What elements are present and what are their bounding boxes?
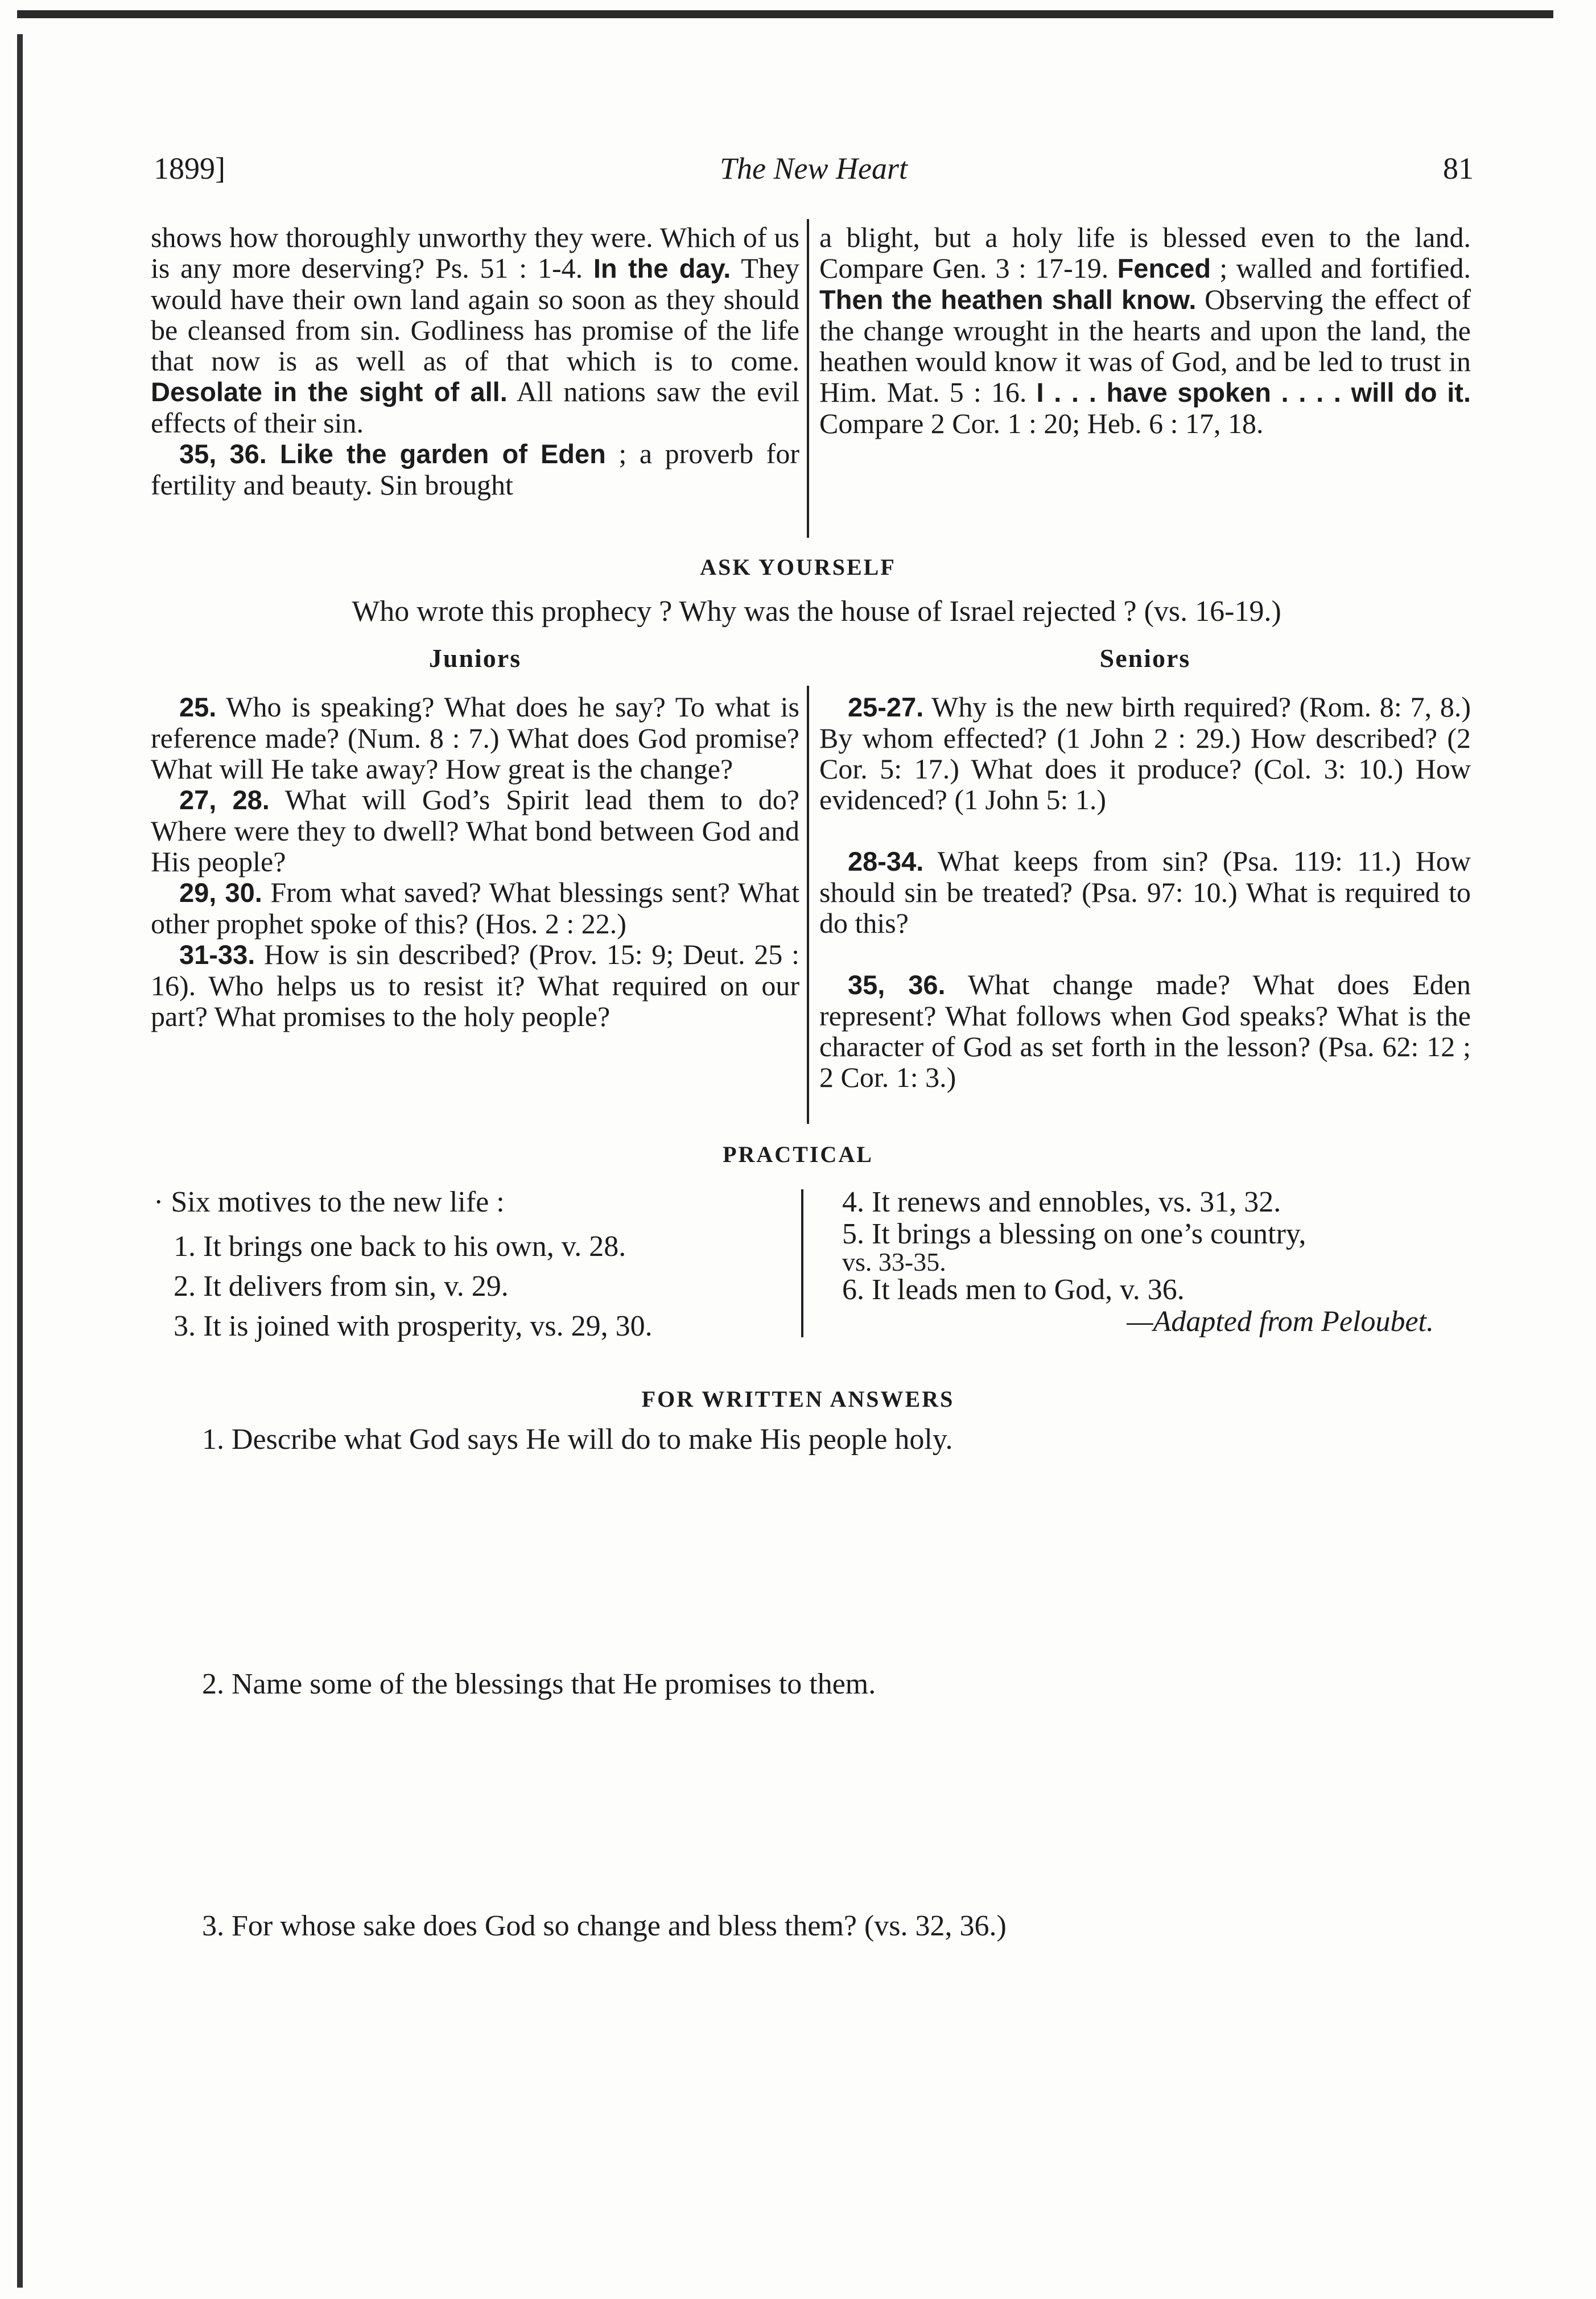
practical-divider bbox=[801, 1189, 803, 1337]
commentary-left-column bbox=[151, 222, 799, 500]
commentary-text: ; walled and fortified. bbox=[1211, 252, 1471, 284]
bold-phrase: 35, 36. Like the garden of Eden bbox=[179, 439, 606, 469]
running-header bbox=[154, 151, 1474, 196]
ask-yourself-heading: ASK YOURSELF bbox=[700, 554, 896, 580]
commentary-right-column bbox=[819, 222, 1471, 439]
commentary-text: Compare 2 Cor. 1 : 20; Heb. 6 : 17, 18. bbox=[819, 407, 1264, 439]
juniors-questions bbox=[151, 691, 799, 1032]
top-border-line bbox=[17, 10, 1553, 18]
practical-item: 2. It delivers from sin, v. 29. bbox=[174, 1270, 509, 1303]
header-year: 1899] bbox=[154, 151, 225, 186]
commentary-text: a blight, but a holy life is blessed even to the land. Compare Gen. 3 : 17-19. bbox=[819, 221, 1471, 284]
bold-phrase: I . . . have spoken . . . . will do it. bbox=[1036, 377, 1471, 407]
commentary-left-paragraph-2 bbox=[151, 438, 799, 500]
seniors-questions bbox=[819, 691, 1471, 1093]
practical-intro: · Six motives to the new life : bbox=[154, 1186, 505, 1218]
question-text: What will God’s Spirit lead them to do? Where were they to dwell? What bond between God and His people? bbox=[151, 784, 799, 877]
question-paragraph bbox=[151, 877, 799, 939]
verse-reference: 35, 36. bbox=[848, 970, 946, 1000]
verse-reference: 25. bbox=[179, 692, 217, 722]
ask-yourself-question: Who wrote this prophecy ? Why was the house of Israel rejected ? (vs. 16-19.) bbox=[352, 595, 1281, 628]
verse-reference: 27, 28. bbox=[179, 785, 270, 815]
verse-reference: 29, 30. bbox=[179, 877, 262, 908]
written-question-3: 3. For whose sake does God so change and bless them? (vs. 32, 36.) bbox=[202, 1910, 1007, 1942]
commentary-left-paragraph bbox=[151, 222, 799, 438]
header-title: The New Heart bbox=[720, 151, 908, 186]
question-paragraph bbox=[819, 846, 1471, 938]
practical-citation: —Adapted from Peloubet. bbox=[1127, 1305, 1434, 1338]
question-paragraph bbox=[819, 691, 1471, 815]
practical-item-continued: vs. 33-35. bbox=[842, 1247, 946, 1276]
commentary-text: shows how thoroughly unworthy they were. Which of us is any more deserving? Ps. 51 : 1-4. bbox=[151, 221, 799, 284]
written-question-2: 2. Name some of the blessings that He promises to them. bbox=[202, 1668, 876, 1700]
practical-item: 1. It brings one back to his own, v. 28. bbox=[174, 1230, 626, 1263]
bold-phrase: Fenced bbox=[1117, 253, 1211, 283]
column-divider bbox=[807, 219, 809, 538]
question-text: Why is the new birth required? (Rom. 8: 7, 8.) By whom effected? (1 John 2 : 29.) How described? (2 Cor. 5: 17.) What does it produce? (Col. 3: 10.) How evidenced? (1 John 5: 1.) bbox=[819, 691, 1471, 815]
question-text: From what saved? What blessings sent? What other prophet spoke of this? (Hos. 2 : 22.) bbox=[151, 876, 799, 940]
bold-phrase: Then the heathen shall know. bbox=[819, 285, 1197, 315]
question-text: What change made? What does Eden represent? What follows when God speaks? What is the character of God as set forth in the lesson? (Psa. 62: 12 ; 2 Cor. 1: 3.) bbox=[819, 969, 1471, 1093]
question-paragraph bbox=[819, 969, 1471, 1093]
practical-item: 6. It leads men to God, v. 36. bbox=[842, 1274, 1185, 1306]
practical-heading: PRACTICAL bbox=[723, 1142, 873, 1167]
bold-phrase: Desolate in the sight of all. bbox=[151, 377, 508, 407]
question-text: Who is speaking? What does he say? To what is reference made? (Num. 8 : 7.) What does God promise? What will He take away? How great is the change? bbox=[151, 691, 799, 785]
question-text: What keeps from sin? (Psa. 119: 11.) How should sin be treated? (Psa. 97: 10.) What is required to do this? bbox=[819, 845, 1471, 939]
commentary-text: All nations saw the evil effects of their sin. bbox=[151, 376, 799, 439]
written-answers-heading: FOR WRITTEN ANSWERS bbox=[641, 1386, 955, 1412]
seniors-heading: Seniors bbox=[1099, 644, 1191, 673]
practical-item: 4. It renews and ennobles, vs. 31, 32. bbox=[842, 1186, 1281, 1218]
verse-reference: 28-34. bbox=[848, 846, 924, 876]
juniors-heading: Juniors bbox=[428, 644, 522, 673]
practical-item: 3. It is joined with prosperity, vs. 29, 30. bbox=[174, 1310, 653, 1342]
question-paragraph bbox=[151, 691, 799, 784]
practical-item: 5. It brings a blessing on one’s country, bbox=[842, 1218, 1306, 1250]
practical-right-list bbox=[842, 1186, 1434, 1338]
question-text: How is sin described? (Prov. 15: 9; Deut. 25 : 16). Who helps us to resist it? What required on our part? What promises to the holy people? bbox=[151, 938, 799, 1032]
page-number: 81 bbox=[1443, 151, 1474, 186]
commentary-text: They would have their own land again so soon as they should be cleansed from sin. Godliness has promise of the life that now is as well as of that which is to come. bbox=[151, 252, 799, 377]
question-paragraph bbox=[151, 939, 799, 1032]
verse-reference: 31-33. bbox=[179, 940, 255, 970]
verse-reference: 25-27. bbox=[848, 692, 924, 722]
written-question-1: 1. Describe what God says He will do to make His people holy. bbox=[202, 1423, 953, 1456]
commentary-text: Observing the effect of the change wrought in the hearts and upon the land, the heathen would know it was of God, and be led to trust in Him. Mat. 5 : 16. bbox=[819, 283, 1471, 408]
question-paragraph bbox=[151, 784, 799, 877]
practical-left-list bbox=[154, 1186, 780, 1342]
commentary-right-paragraph bbox=[819, 222, 1471, 439]
commentary-text: ; a proverb for fertility and beauty. Sin brought bbox=[151, 438, 799, 501]
questions-divider bbox=[807, 686, 809, 1124]
bold-phrase: In the day. bbox=[593, 253, 731, 283]
